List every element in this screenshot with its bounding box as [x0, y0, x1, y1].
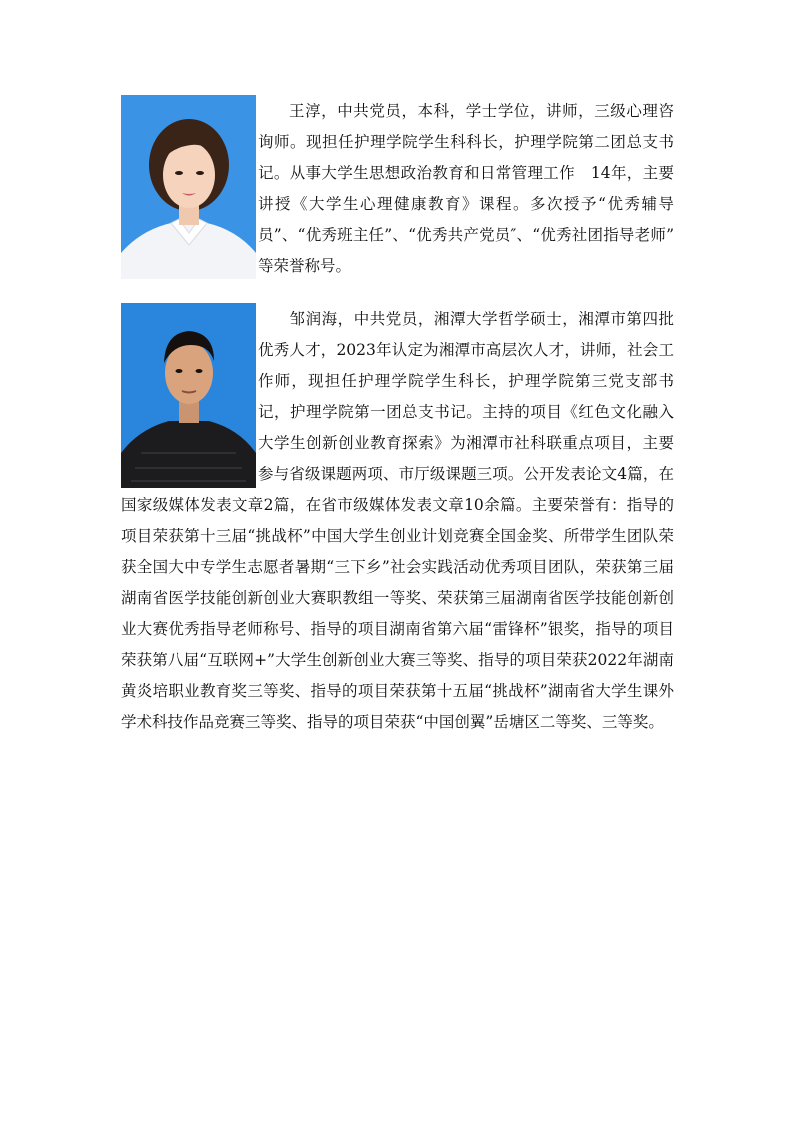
photo-float-spacer	[121, 304, 258, 490]
profile-bio-2-text: 邹润海，中共党员，湘潭大学哲学硕士，湘潭市第四批优秀人才，2023年认定为湘潭市高层次人才，讲师，社会工作师，现担任护理学院学生科长，护理学院第三党支部书记，护理学院第一团总支书记。主持的项目《红色文化融入大学生创新创业教育探索》为湘潭市社科联重点项目，主要参与省级课题两项、市厅级课题三项。公开发表论文4篇，在国家级媒体发表文章2篇，在省市级媒体发表文章10余篇。主要荣誉有：指导的项目荣获第十三届“挑战杯”中国大学生创业计划竞赛全国金奖、所带学生团队荣获全国大中专学生志愿者暑期“三下乡”社会实践活动优秀项目团队，荣获第三届湖南省医学技能创新创业大赛职教组一等奖、荣获第三届湖南省医学技能创新创业大赛优秀指导老师称号、指导的项目湖南省第六届“雷锋杯”银奖，指导的项目荣获第八届“互联网+”大学生创新创业大赛三等奖、指导的项目荣获2022年湖南黄炎培职业教育奖三等奖、指导的项目荣获第十五届“挑战杯”湖南省大学生课外学术科技作品竞赛三等奖、指导的项目荣获“中国创翼”岳塘区二等奖、三等奖。	[121, 310, 674, 731]
profile-photo-1	[121, 95, 256, 279]
portrait-woman-image	[121, 95, 256, 279]
profile-bio-2-wrapper	[121, 304, 674, 738]
profile-bio-1: 王淳，中共党员，本科，学士学位，讲师，三级心理咨询师。现担任护理学院学生科科长，护理学院第二团总支书记。从事大学生思想政治教育和日常管理工作 14年，主要讲授《大学生心理健康教育》课程。多次授予“优秀辅导员”、“优秀班主任”、“优秀共产党员″、“优秀社团指导老师” 等荣誉称号。	[258, 102, 690, 275]
